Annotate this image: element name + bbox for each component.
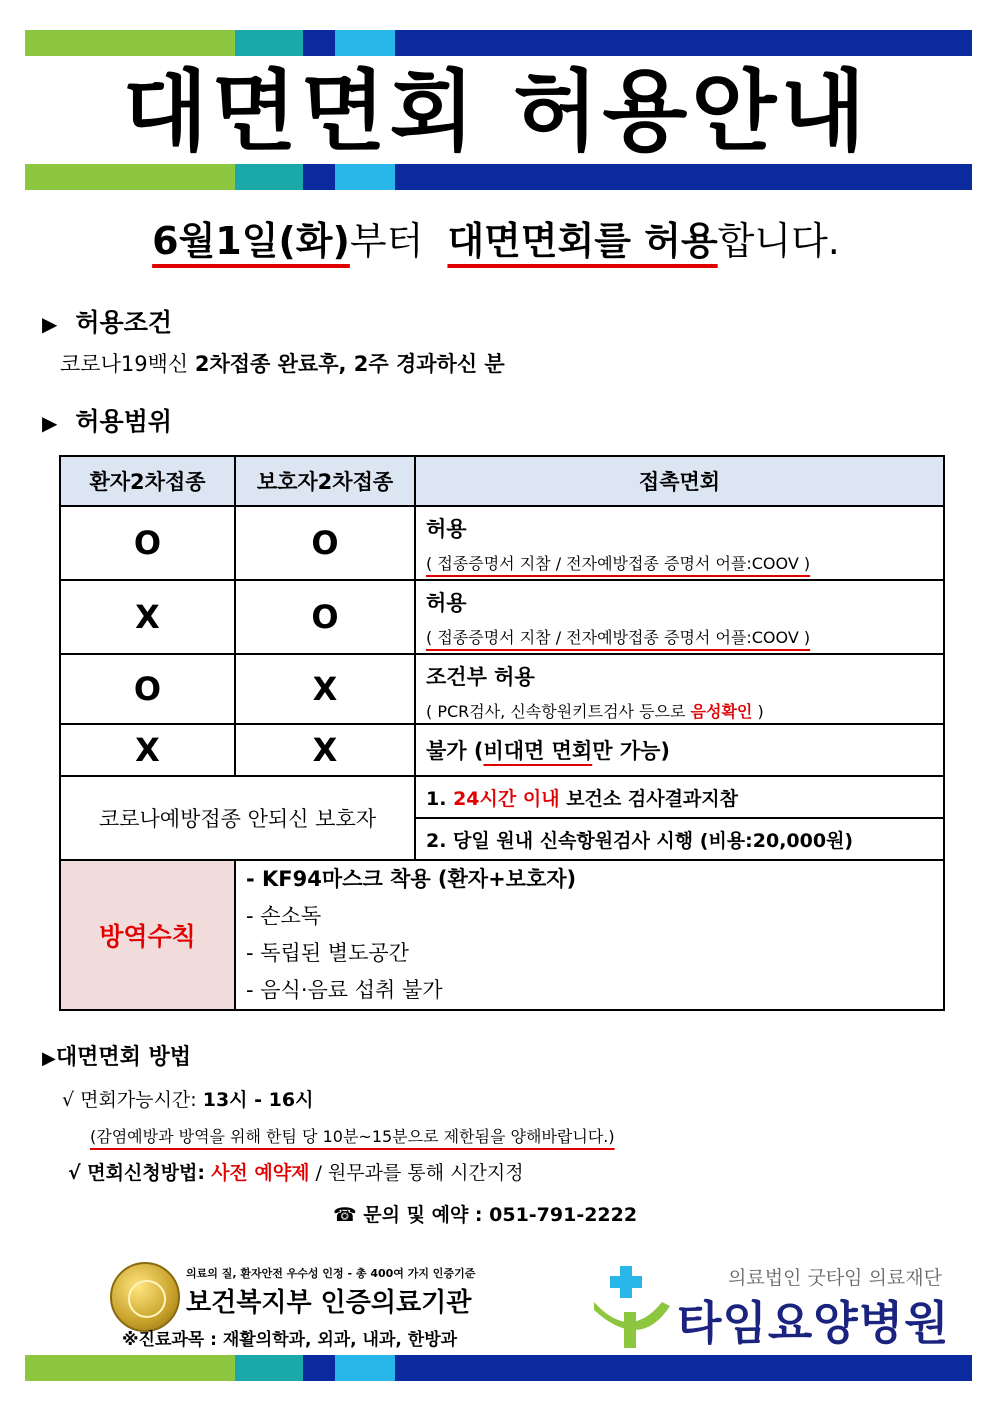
page-title: 대면면회 허용안내	[122, 60, 870, 163]
contact-note: ( PCR검사, 신속항원키트검사 등으로 음성확인 )	[426, 702, 764, 721]
conditions-bold: 2차접종 완료후, 2주 경과하신 분	[194, 352, 505, 376]
contact-cell	[415, 506, 944, 580]
bottom-color-bar	[25, 1355, 972, 1381]
footer-cert-title: 보건복지부 인증의료기관	[186, 1288, 472, 1318]
contact-title: 조건부 허용	[426, 665, 535, 689]
prevention-list	[235, 860, 944, 1010]
contact-note: ( 접종증명서 지참 / 전자예방접종 증명서 어플:COOV )	[426, 554, 811, 573]
footer-cert-note: 의료의 질, 환자안전 우수성 인정 - 총 400여 가지 인증기준	[186, 1267, 476, 1280]
guardian-mark: X	[235, 724, 415, 776]
table-row	[60, 506, 944, 580]
header-patient: 환자2차접종	[60, 456, 235, 506]
triangle-right-icon: ▶	[42, 1048, 56, 1069]
apply-rest: / 원무과를 통해 시간지정	[315, 1162, 524, 1184]
foundation-name: 의료법인 굿타임 의료재단	[728, 1267, 942, 1289]
patient-mark: X	[60, 724, 235, 776]
contact-title: 불가 (비대면 면회만 가능)	[426, 739, 671, 763]
subtitle	[0, 215, 992, 267]
subtitle-date: 6월1일(화)	[152, 219, 350, 263]
table-row	[60, 724, 944, 776]
conditions-text	[60, 348, 505, 378]
contact-line	[333, 1200, 637, 1227]
contact-cell	[415, 580, 944, 654]
list-item: - KF94마스크 착용 (환자+보호자)	[246, 867, 577, 891]
unvaccinated-label: 코로나예방접종 안되신 보호자	[60, 776, 415, 860]
table-header-row	[60, 456, 944, 506]
scope-table	[59, 455, 945, 1011]
unvaccinated-item-1: 1. 24시간 이내 보건소 검사결과지참	[415, 776, 944, 818]
top-color-bar	[25, 30, 972, 56]
list-item: - 손소독	[246, 904, 322, 928]
triangle-right-icon: ▶	[42, 312, 58, 336]
contact-cell	[415, 724, 944, 776]
list-item: - 독립된 별도공간	[246, 941, 409, 965]
contact-title: 허용	[426, 591, 467, 615]
patient-mark: O	[60, 506, 235, 580]
header-guardian: 보호자2차접종	[235, 456, 415, 506]
contact-text: 문의 및 예약 : 051-791-2222	[363, 1204, 638, 1226]
conditions-heading: ▶ 허용조건	[42, 308, 172, 337]
subtitle-end: 합니다.	[717, 219, 840, 263]
visit-time-note: (감염예방과 방역을 위해 한팀 당 10분~15분으로 제한됨을 양해바랍니다.)	[90, 1127, 615, 1146]
visit-time-value: 13시 - 16시	[202, 1089, 314, 1111]
list-item: - 음식·음료 섭취 불가	[246, 978, 443, 1002]
title-color-bar	[25, 164, 972, 190]
certification-seal-icon	[110, 1262, 180, 1332]
header-contact: 접촉면회	[415, 456, 944, 506]
subtitle-from: 부터	[349, 219, 424, 263]
triangle-right-icon: ▶	[42, 411, 58, 435]
table-row	[60, 776, 944, 818]
visit-time-label: √ 면회가능시간:	[62, 1089, 197, 1111]
unvaccinated-item-2: 2. 당일 원내 신속항원검사 시행 (비용:20,000원)	[415, 818, 944, 860]
apply-label: √ 면회신청방법:	[68, 1162, 206, 1184]
scope-heading: ▶ 허용범위	[42, 407, 172, 436]
guardian-mark: O	[235, 580, 415, 654]
table-row	[60, 654, 944, 724]
contact-cell	[415, 654, 944, 724]
subtitle-allow: 대면면회를 허용	[447, 219, 718, 263]
guardian-mark: O	[235, 506, 415, 580]
patient-mark: O	[60, 654, 235, 724]
hospital-logo-icon	[590, 1262, 680, 1352]
guardian-mark: X	[235, 654, 415, 724]
visit-time	[62, 1085, 313, 1112]
phone-icon: ☎	[333, 1204, 357, 1226]
negative-confirm: 음성확인	[690, 702, 753, 721]
table-row	[60, 860, 944, 1010]
footer-departments: ※진료과목 : 재활의학과, 외과, 내과, 한방과	[122, 1330, 458, 1350]
patient-mark: X	[60, 580, 235, 654]
apply-reservation: 사전 예약제	[211, 1162, 310, 1184]
contact-note: ( 접종증명서 지참 / 전자예방접종 증명서 어플:COOV )	[426, 628, 811, 647]
conditions-prefix: 코로나19백신	[60, 352, 189, 376]
method-heading: ▶대면면회 방법	[42, 1045, 192, 1070]
table-row	[60, 580, 944, 654]
contact-title: 허용	[426, 517, 467, 541]
hospital-name: 타임요양병원	[677, 1296, 950, 1350]
apply-method	[68, 1158, 524, 1185]
prevention-label: 방역수칙	[60, 860, 235, 1010]
